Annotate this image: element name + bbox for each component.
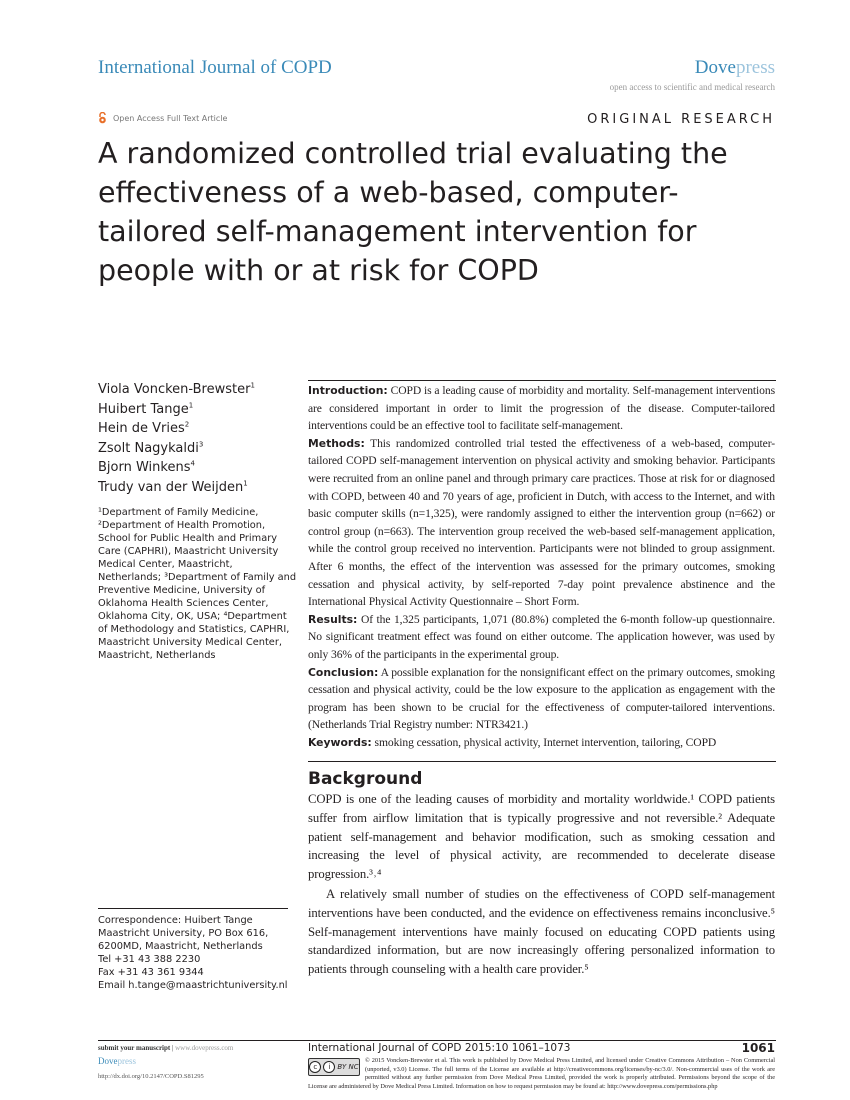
- footer-divider: [98, 1040, 776, 1041]
- abstract-conclusion: Conclusion: A possible explanation for the nonsignificant effect on the primary outcomes, smoking cessation and physical activity, could be the low exposure to the application as engagement with the program has been shown to be crucial for the effectiveness of computer-tailored interventions. (Netherlands Trial Registry number: NTR3421.): [308, 665, 775, 732]
- divider: [308, 380, 776, 381]
- author: Viola Voncken-Brewster$^1$: [98, 381, 255, 397]
- abstract-methods: Methods: This randomized controlled trial tested the effectiveness of a web-based, computer-tailored COPD self-management intervention on physical activity and smoking behavior. Participants were recruited from an online panel and through primary care practices. Those at risk for or diagnosed with COPD, between 40 and 70 years of age, proficient in Dutch, with access to the Internet, and with basic computer skills (n=1,325), were randomly assigned to either the intervention group (n=662) or control group (n=663). The intervention group received the web-based self-management application, while the control group received no intervention. Participants were not blinded to group assignment. After 6 months, the effect of the intervention was assessed for the primary outcomes, smoking cessation and physical activity, by self-reported 7-day point prevalence abstinence and the International Physical Activity Questionnaire – Short Form.: [308, 436, 776, 609]
- creative-commons-badge[interactable]: [308, 1058, 360, 1076]
- author: Huibert Tange$^1$: [98, 401, 194, 417]
- publisher-a: Dove: [694, 57, 736, 78]
- publisher-logo: [695, 57, 775, 79]
- open-access-lock-icon: [98, 112, 107, 124]
- paragraph: A relatively small number of studies on the effectiveness of COPD self-management interventions have been conducted, and the evidence on effectiveness remains inconclusive.⁵ Self-management interventions have mainly focused on educating COPD patients using standardized information, but are now increasingly offering personalized information to patients through counseling with a health care provider.⁵: [308, 887, 775, 976]
- page-number: 1061: [741, 1041, 775, 1055]
- article-title: A randomized controlled trial evaluating the effectiveness of a web-based, computer-tailored self-management intervention for people with or at risk for COPD: [98, 137, 728, 287]
- keywords: Keywords: smoking cessation, physical activity, Internet intervention, tailoring, COPD: [308, 735, 717, 749]
- abstract: [308, 382, 775, 751]
- background-text: [308, 790, 775, 978]
- doi-link[interactable]: http://dx.doi.org/10.2147/COPD.S81295: [98, 1073, 204, 1080]
- main-column: [308, 380, 776, 978]
- license-block: [308, 1057, 775, 1091]
- open-access-label: [98, 112, 227, 124]
- article-type: ORIGINAL RESEARCH: [587, 112, 775, 127]
- submit-manuscript[interactable]: submit your manuscript | www.dovepress.com: [98, 1044, 234, 1052]
- publisher-tagline: open access to scientific and medical research: [609, 82, 775, 92]
- divider: [308, 761, 776, 762]
- abstract-results: Results: Of the 1,325 participants, 1,071 (80.8%) completed the 6-month follow-up questionnaire. No significant treatment effect was found on either outcome. The application however, was used by only 36% of the participants in the experimental group.: [308, 612, 775, 661]
- cc-icon: c: [309, 1061, 321, 1073]
- license-text: © 2015 Voncken-Brewster et al. This work is published by Dove Medical Press Limited, and licensed under Creative Commons Attribution – Non Commercial (unported, v3.0) License. The full terms of the License are available at http://creativecommons.org/licenses/by-nc/3.0/. Non-commercial uses of the work are permitted without any further permission from Dove Medical Press Limited, provided the work is properly attributed. Permissions beyond the scope of the License are administered by Dove Medical Press Limited. Information on how to request permission may be found at: http://www.dovepress.com/permissions.php: [308, 1057, 775, 1090]
- open-access-text: Open Access Full Text Article: [113, 113, 228, 123]
- abstract-introduction: Introduction: COPD is a leading cause of morbidity and mortality. Self-management interventions are considered important in order to limit the progression of the disease. Computer-tailored interventions could be an effective tool to facilitate self-management.: [308, 384, 775, 433]
- submit-link[interactable]: www.dovepress.com: [175, 1044, 234, 1052]
- by-icon: i: [323, 1061, 335, 1073]
- author: Trudy van der Weijden$^1$: [98, 479, 248, 495]
- correspondence: Correspondence: Huibert Tange Maastricht University, PO Box 616, 6200MD, Maastricht, Netherlands Tel +31 43 388 2230 Fax +31 43 361 9344 Email h.tange@maastrichtuniversity.nl: [98, 914, 298, 992]
- journal-name: International Journal of COPD: [98, 57, 332, 78]
- email-link[interactable]: Email h.tange@maastrichtuniversity.nl: [98, 980, 288, 991]
- author-list: [98, 380, 255, 498]
- paragraph: COPD is one of the leading causes of morbidity and mortality worldwide.¹ COPD patients suffer from airflow limitation that is typically progressive and not reversible.² Adequate patient self-management and behavior modification, such as smoking cessation and increasing the level of physical activity, are recommended to decelerate disease progression.³˒⁴: [308, 792, 775, 881]
- section-heading: Background: [308, 769, 423, 790]
- author: Hein de Vries$^2$: [98, 420, 190, 437]
- cc-badge-text: BY NC: [337, 1062, 359, 1071]
- citation: International Journal of COPD 2015:10 1061–1073: [308, 1042, 571, 1054]
- author: Bjorn Winkens$^4$: [98, 460, 195, 476]
- publisher-b: press: [735, 57, 775, 78]
- divider: [98, 908, 288, 909]
- author: Zsolt Nagykaldi$^3$: [98, 440, 204, 456]
- footer-publisher-logo: Dovepress: [98, 1056, 136, 1066]
- affiliations: ¹Department of Family Medicine, ²Department of Health Promotion, School for Public Health and Primary Care (CAPHRI), Maastricht University Medical Center, Maastricht, Netherlands; ³Department of Family and Preventive Medicine, University of Oklahoma Health Sciences Center, Oklahoma City, OK, USA; ⁴Department of Methodology and Statistics, CAPHRI, Maastricht University Medical Center, Maastricht, Netherlands: [98, 507, 297, 661]
